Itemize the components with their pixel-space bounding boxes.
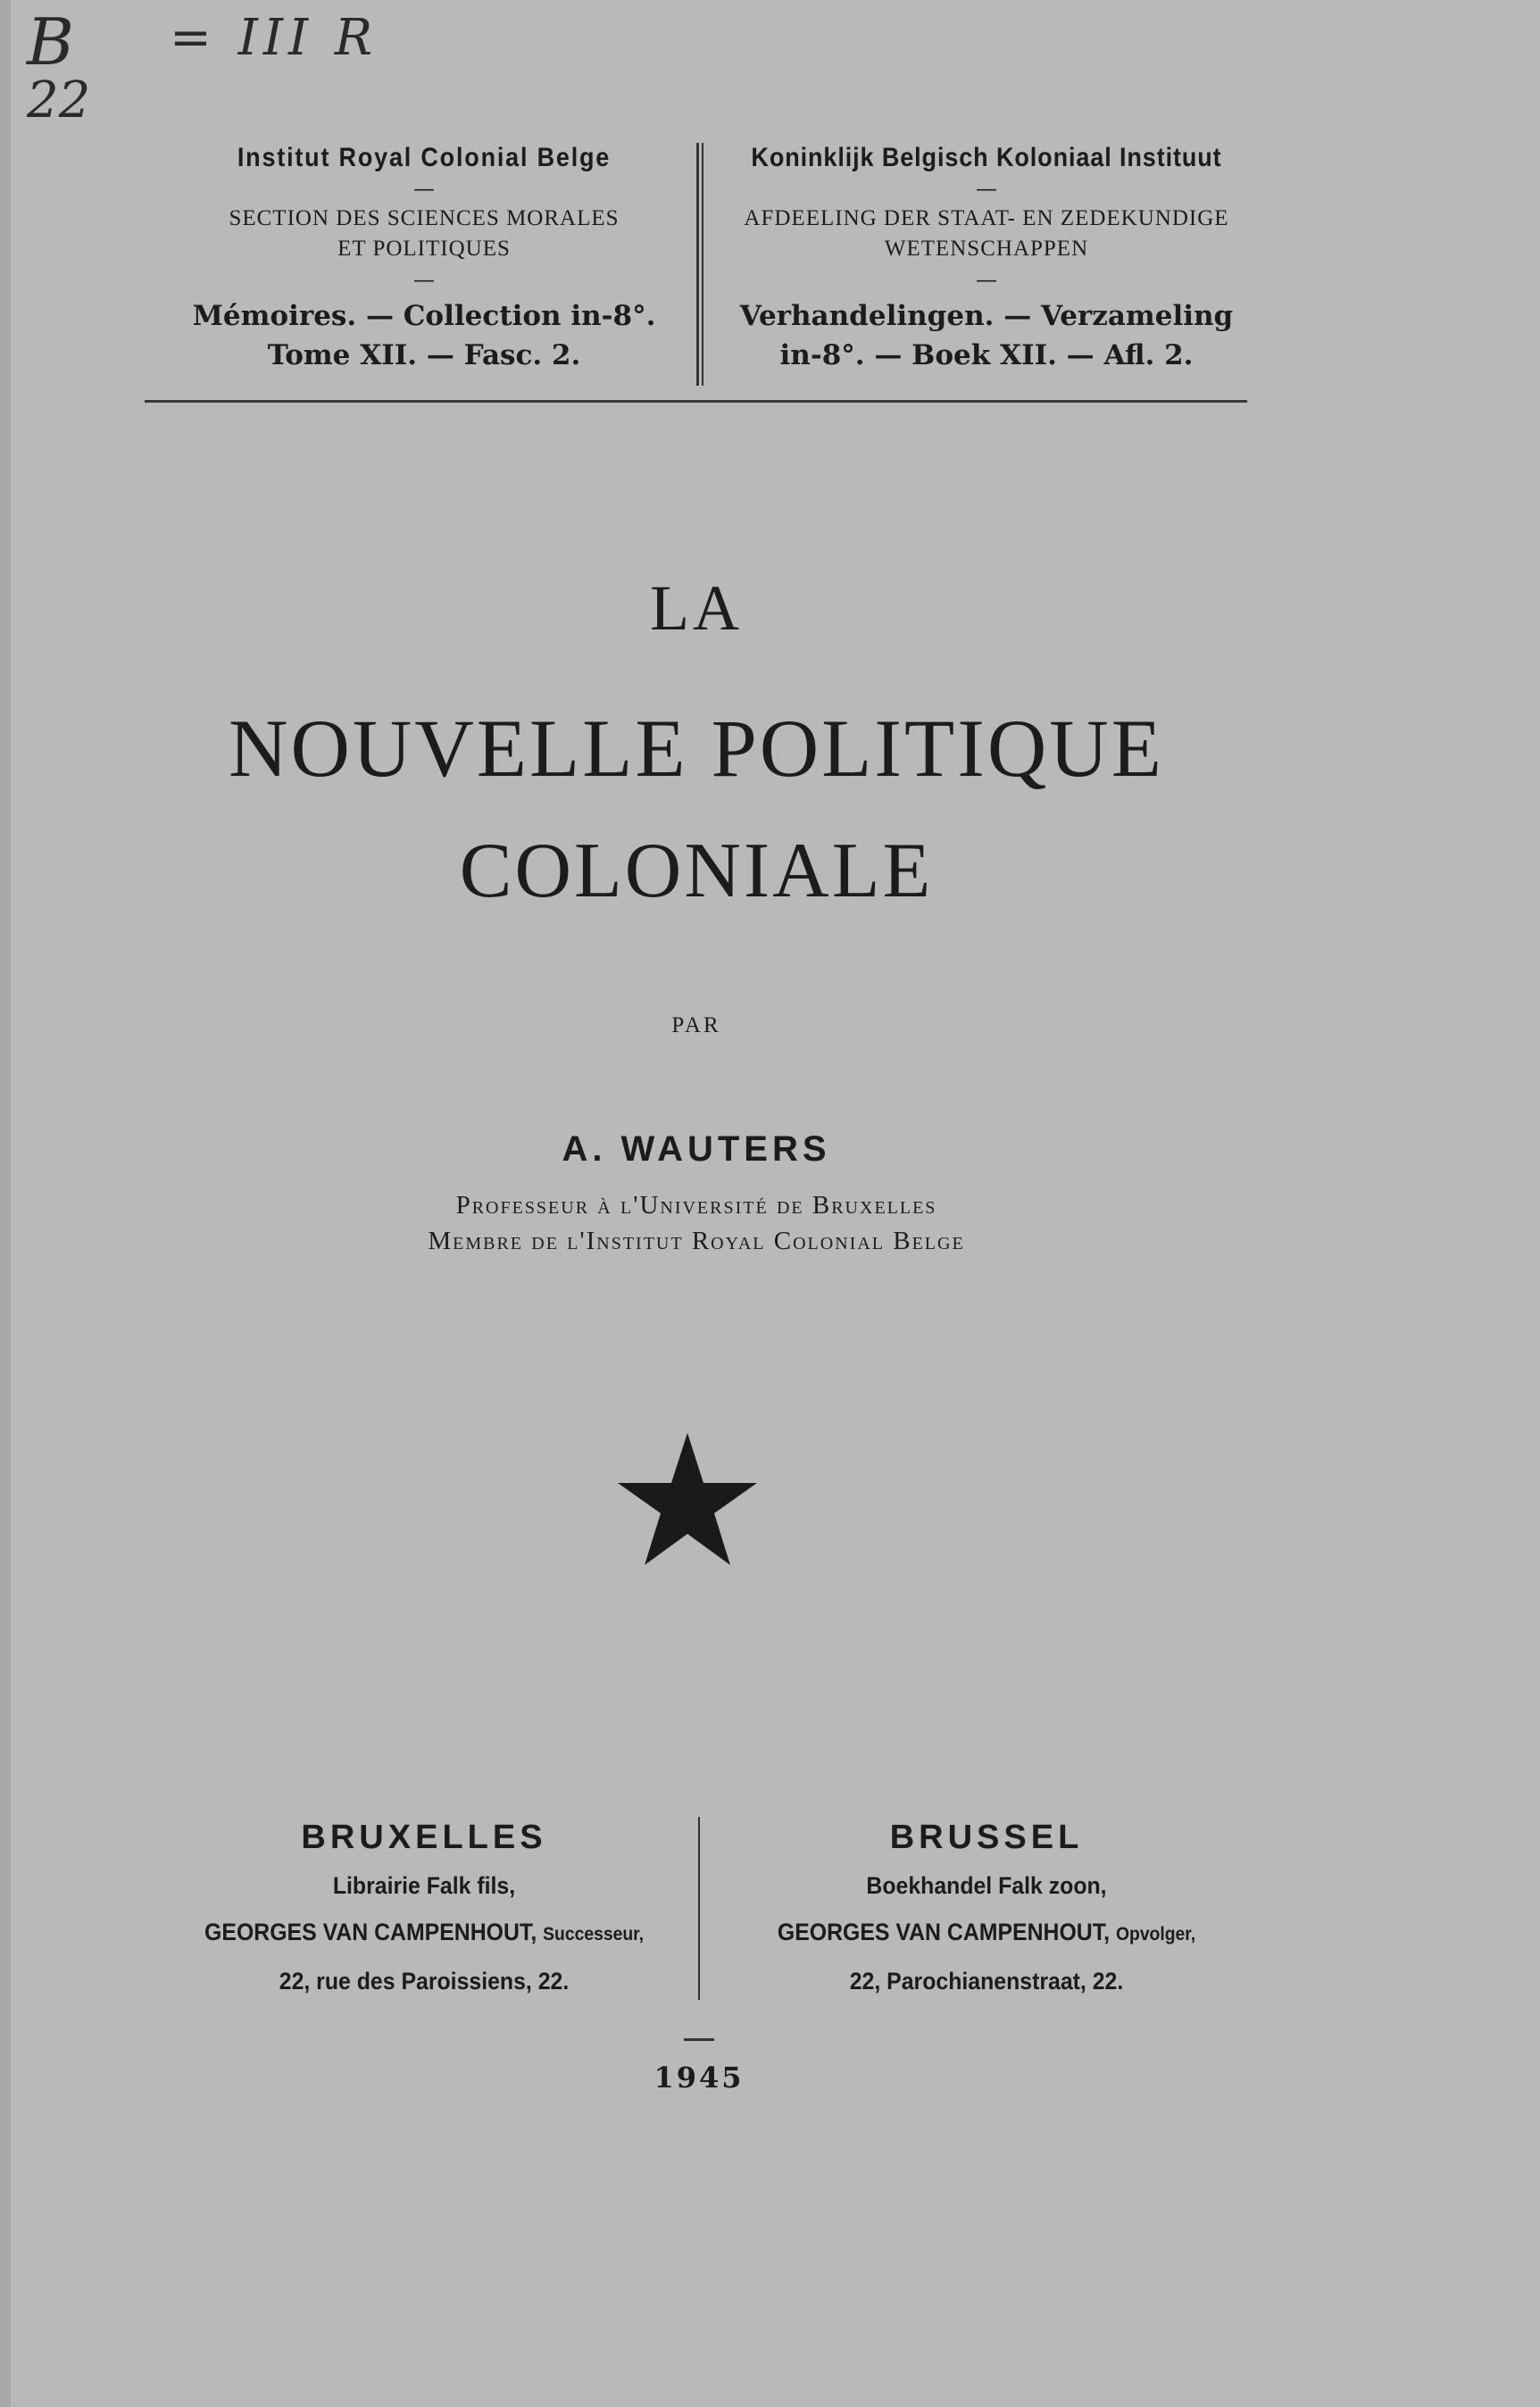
year-dash [684, 2038, 714, 2041]
institute-name-fr: Institut Royal Colonial Belge [237, 143, 612, 172]
author-affiliation [0, 1187, 1393, 1259]
collection-line-2-fr: Tome XII. — Fasc. 2. [267, 339, 581, 371]
publication-year: 1945 [653, 2061, 745, 2095]
publisher-name-fr: GEORGES VAN CAMPENHOUT, [204, 1919, 537, 1945]
institute-name-nl: Koninklijk Belgisch Koloniaal Instituut [751, 143, 1222, 172]
publisher-left-column [147, 1812, 701, 2004]
star-icon [616, 1433, 759, 1567]
publisher-city-fr: BRUXELLES [301, 1819, 547, 1856]
publisher-city-nl: BRUSSEL [889, 1819, 1084, 1856]
header-rule [145, 400, 1247, 403]
section-line-2-nl: WETENSCHAPPEN [884, 237, 1089, 261]
section-line-1-fr: SECTION DES SCIENCES MORALES [229, 206, 620, 230]
collection-line-1-fr: Mémoires. — Collection in-8°. [192, 300, 656, 332]
handwritten-mark-shelf: = III R [170, 9, 379, 67]
collection-line-1-nl: Verhandelingen. — Verzameling [739, 300, 1234, 332]
publisher-divider [698, 1817, 700, 2000]
title-line-2: NOUVELLE POLITIQUE [229, 703, 1164, 794]
publisher-role-nl: Opvolger, [1115, 1924, 1196, 1945]
affiliation-line-1: Professeur à l'Université de Bruxelles [455, 1191, 937, 1220]
by-label: PAR [671, 1013, 721, 1037]
title-line-3: COLONIALE [459, 828, 934, 914]
publisher-line-1-nl: Boekhandel Falk zoon, [866, 1872, 1107, 1899]
section-line-1-nl: AFDEELING DER STAAT- EN ZEDEKUNDIGE [744, 206, 1229, 230]
header-dash: — [413, 176, 435, 201]
handwritten-mark-b: B [27, 4, 74, 79]
header-divider [702, 143, 703, 386]
publisher-line-2-fr [170, 1909, 678, 1958]
publisher-right-column [710, 1812, 1263, 2004]
affiliation-line-2: Membre de l'Institut Royal Colonial Belge [428, 1227, 965, 1255]
header-left-column [147, 143, 701, 377]
handwritten-mark-number: 22 [27, 71, 91, 129]
header-right-column [710, 143, 1263, 377]
header-dash: — [976, 267, 997, 292]
publisher-role-fr: Successeur, [543, 1924, 644, 1945]
publisher-address-nl: 22, Parochianenstraat, 22. [849, 1968, 1124, 1995]
publisher-line-1-fr: Librairie Falk fils, [332, 1872, 516, 1899]
publisher-address-fr: 22, rue des Paroissiens, 22. [279, 1968, 570, 1995]
title-line-1: LA [650, 572, 743, 644]
publisher-name-nl: GEORGES VAN CAMPENHOUT, [777, 1919, 1111, 1945]
header-dash: — [413, 267, 435, 292]
header-divider [696, 143, 699, 386]
section-line-2-fr: ET POLITIQUES [337, 237, 511, 261]
author-name: A. WAUTERS [562, 1129, 831, 1169]
publisher-line-2-nl [732, 1909, 1241, 1958]
header-dash: — [976, 176, 997, 201]
collection-line-2-nl: in-8°. — Boek XII. — Afl. 2. [779, 339, 1194, 371]
